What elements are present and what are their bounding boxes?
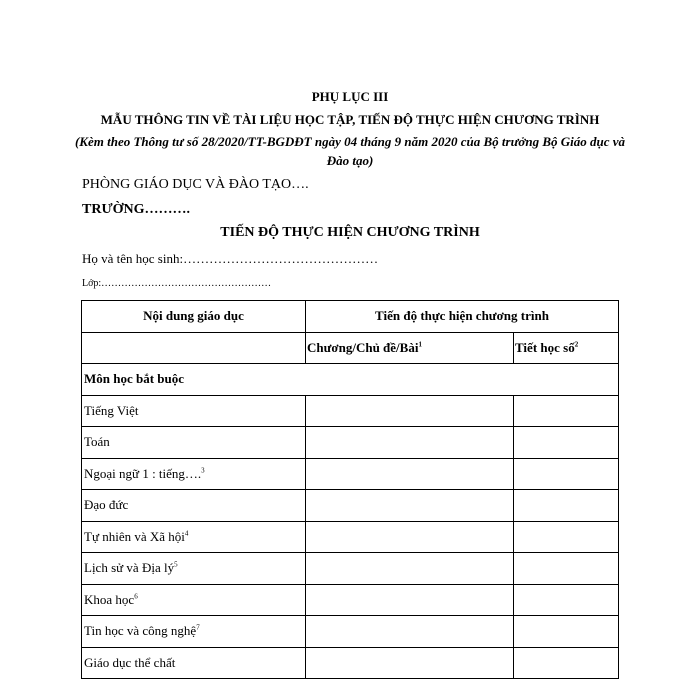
subject-label: Tự nhiên và Xã hội [84, 528, 185, 544]
chapter-input-cell [306, 521, 514, 553]
student-name-line: Họ và tên học sinh:……………………………………… [82, 251, 379, 266]
subject-label: Đạo đức [84, 497, 129, 513]
subject-cell [82, 584, 306, 616]
subject-label: Giáo dục thể chất [84, 654, 176, 670]
group-required: Môn học bắt buộc [82, 364, 619, 396]
program-title: TIẾN ĐỘ THỰC HIỆN CHƯƠNG TRÌNH [220, 225, 480, 240]
table-row [82, 427, 619, 459]
periods-input-cell [514, 427, 619, 459]
attachment-note: (Kèm theo Thông tư số 28/2020/TT-BGDĐT ngày 04 tháng 9 năm 2020 của Bộ trưởng Bộ Giáo dục và Đào tạo) [74, 134, 626, 168]
periods-input-cell [514, 647, 619, 679]
periods-input-cell [514, 458, 619, 490]
header-progress: Tiến độ thực hiện chương trình [306, 301, 619, 333]
subheader-chapter-label: Chương/Chủ đề/Bài [307, 339, 419, 355]
subject-label: Khoa học [84, 591, 135, 607]
periods-input-cell [514, 395, 619, 427]
subject-cell [82, 553, 306, 585]
table-subheader-row [82, 332, 619, 364]
periods-input-cell [514, 521, 619, 553]
chapter-input-cell [306, 584, 514, 616]
header-content: Nội dung giáo dục [82, 301, 306, 333]
subheader-chapter [306, 332, 514, 364]
subject-cell [82, 521, 306, 553]
subject-cell [82, 427, 306, 459]
footnote-ref: 1 [418, 340, 422, 349]
table-group-row [82, 364, 619, 396]
table-row [82, 395, 619, 427]
subject-cell [82, 647, 306, 679]
periods-input-cell [514, 490, 619, 522]
form-title: MẪU THÔNG TIN VỀ TÀI LIỆU HỌC TẬP, TIẾN ĐỘ THỰC HIỆN CHƯƠNG TRÌNH [100, 112, 600, 127]
appendix-heading: PHỤ LỤC III [311, 89, 389, 104]
subheader-empty [82, 332, 306, 364]
periods-input-cell [514, 616, 619, 648]
chapter-input-cell [306, 616, 514, 648]
table-row [82, 616, 619, 648]
periods-input-cell [514, 584, 619, 616]
subject-label: Ngoại ngữ 1 : tiếng…. [84, 465, 202, 481]
department-line: PHÒNG GIÁO DỤC VÀ ĐÀO TẠO…. [82, 177, 309, 192]
chapter-input-cell [306, 395, 514, 427]
footnote-ref: 4 [184, 529, 189, 538]
chapter-input-cell [306, 553, 514, 585]
subject-label: Toán [84, 434, 110, 450]
chapter-input-cell [306, 647, 514, 679]
table-header-row [82, 301, 619, 333]
chapter-input-cell [306, 427, 514, 459]
table-row [82, 458, 619, 490]
table-row [82, 553, 619, 585]
school-line: TRƯỜNG………. [82, 202, 190, 217]
footnote-ref: 2 [574, 340, 579, 349]
table-row [82, 584, 619, 616]
subheader-periods-label: Tiết học số [515, 339, 575, 355]
subject-cell [82, 458, 306, 490]
class-line: Lớp:…………………………………………… [82, 278, 272, 289]
table-row [82, 647, 619, 679]
footnote-ref: 6 [134, 592, 138, 601]
footnote-ref: 5 [174, 560, 178, 569]
footnote-ref: 3 [201, 466, 205, 475]
progress-table [81, 300, 619, 679]
subject-cell [82, 395, 306, 427]
footnote-ref: 7 [196, 623, 200, 632]
chapter-input-cell [306, 490, 514, 522]
subject-cell [82, 490, 306, 522]
subheader-periods [514, 332, 619, 364]
table-row [82, 490, 619, 522]
subject-cell [82, 616, 306, 648]
table-row [82, 521, 619, 553]
periods-input-cell [514, 553, 619, 585]
chapter-input-cell [306, 458, 514, 490]
subject-label: Lịch sử và Địa lý [84, 560, 175, 576]
subject-label: Tiếng Việt [84, 402, 139, 418]
subject-label: Tin học và công nghệ [84, 623, 197, 639]
